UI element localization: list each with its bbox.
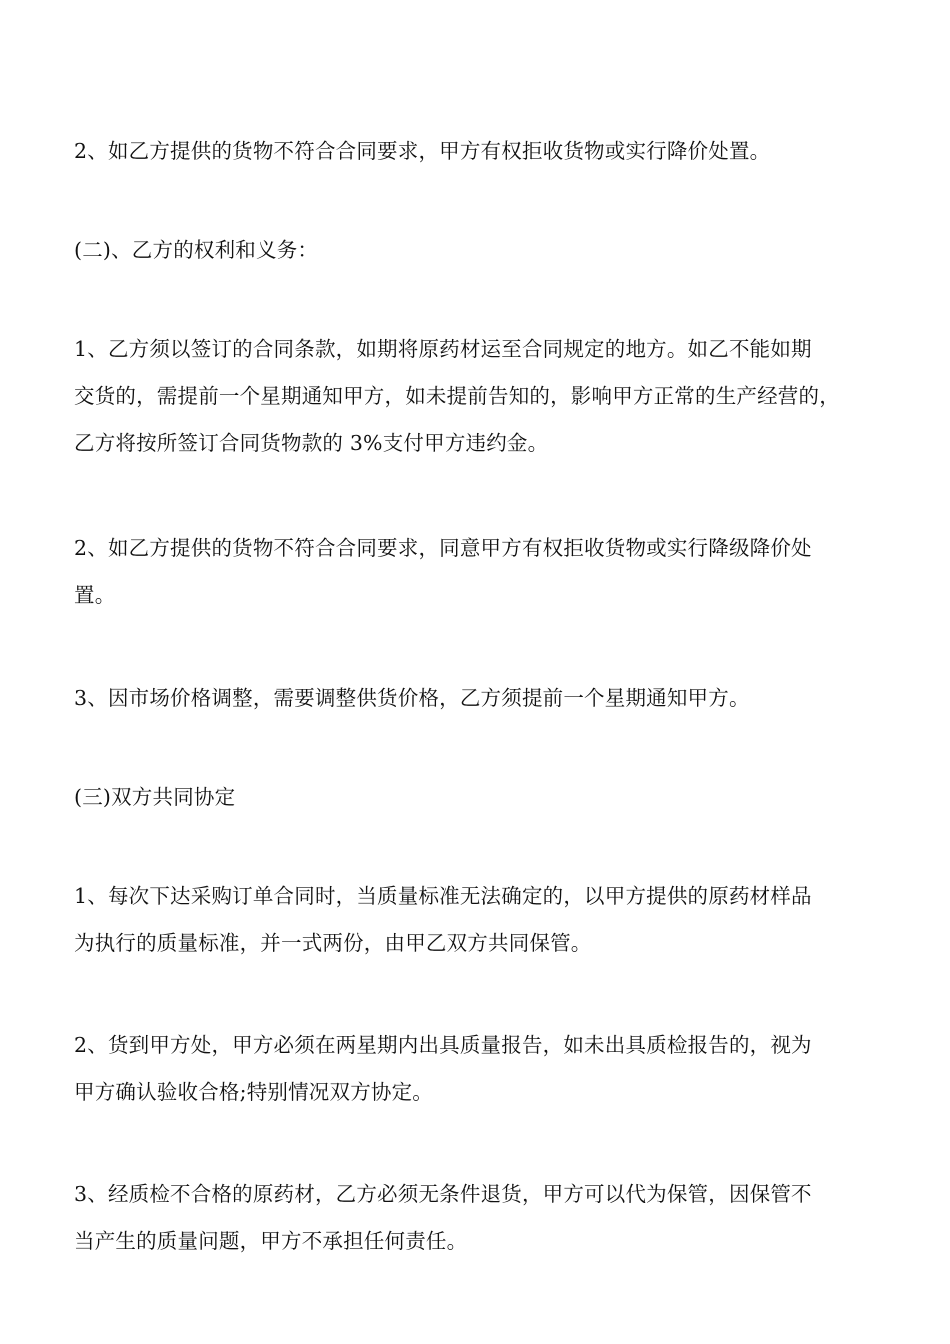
text-line: 3、经质检不合格的原药材，乙方必须无条件退货，甲方可以代为保管，因保管不	[74, 1182, 812, 1206]
text-line: (二)、乙方的权利和义务：	[74, 238, 319, 262]
text-line: 3、因市场价格调整，需要调整供货价格，乙方须提前一个星期通知甲方。	[74, 686, 750, 710]
text-line: 2、如乙方提供的货物不符合合同要求，同意甲方有权拒收货物或实行降级降价处	[74, 536, 812, 560]
text-line: 乙方将按所签订合同货物款的 3%支付甲方违约金。	[74, 431, 549, 455]
text-line: 交货的，需提前一个星期通知甲方，如未提前告知的，影响甲方正常的生产经营的，	[74, 384, 840, 408]
paragraph-party-b-delivery	[74, 326, 894, 467]
paragraph-price-adjustment	[74, 675, 894, 722]
paragraph-party-b-nonconforming-goods	[74, 525, 894, 619]
text-line: 甲方确认验收合格;特别情况双方协定。	[74, 1080, 434, 1104]
text-line: 1、每次下达采购订单合同时，当质量标准无法确定的，以甲方提供的原药材样品	[74, 884, 812, 908]
paragraph-quality-standard	[74, 873, 894, 967]
section-heading-party-b-rights	[74, 227, 894, 274]
text-line: 置。	[74, 583, 116, 607]
text-line: 1、乙方须以签订的合同条款，如期将原药材运至合同规定的地方。如乙不能如期	[74, 337, 812, 361]
paragraph-party-a-reject-goods	[74, 128, 894, 175]
text-line: 当产生的质量问题，甲方不承担任何责任。	[74, 1229, 468, 1253]
text-line: 2、如乙方提供的货物不符合合同要求，甲方有权拒收货物或实行降价处置。	[74, 139, 771, 163]
text-line: 2、货到甲方处，甲方必须在两星期内出具质量报告，如未出具质检报告的，视为	[74, 1033, 812, 1057]
text-line: (三)双方共同协定	[74, 785, 236, 809]
paragraph-quality-report	[74, 1022, 894, 1116]
paragraph-unqualified-return	[74, 1171, 894, 1265]
text-line: 为执行的质量标准，并一式两份，由甲乙双方共同保管。	[74, 931, 592, 955]
section-heading-mutual-agreement	[74, 774, 894, 821]
